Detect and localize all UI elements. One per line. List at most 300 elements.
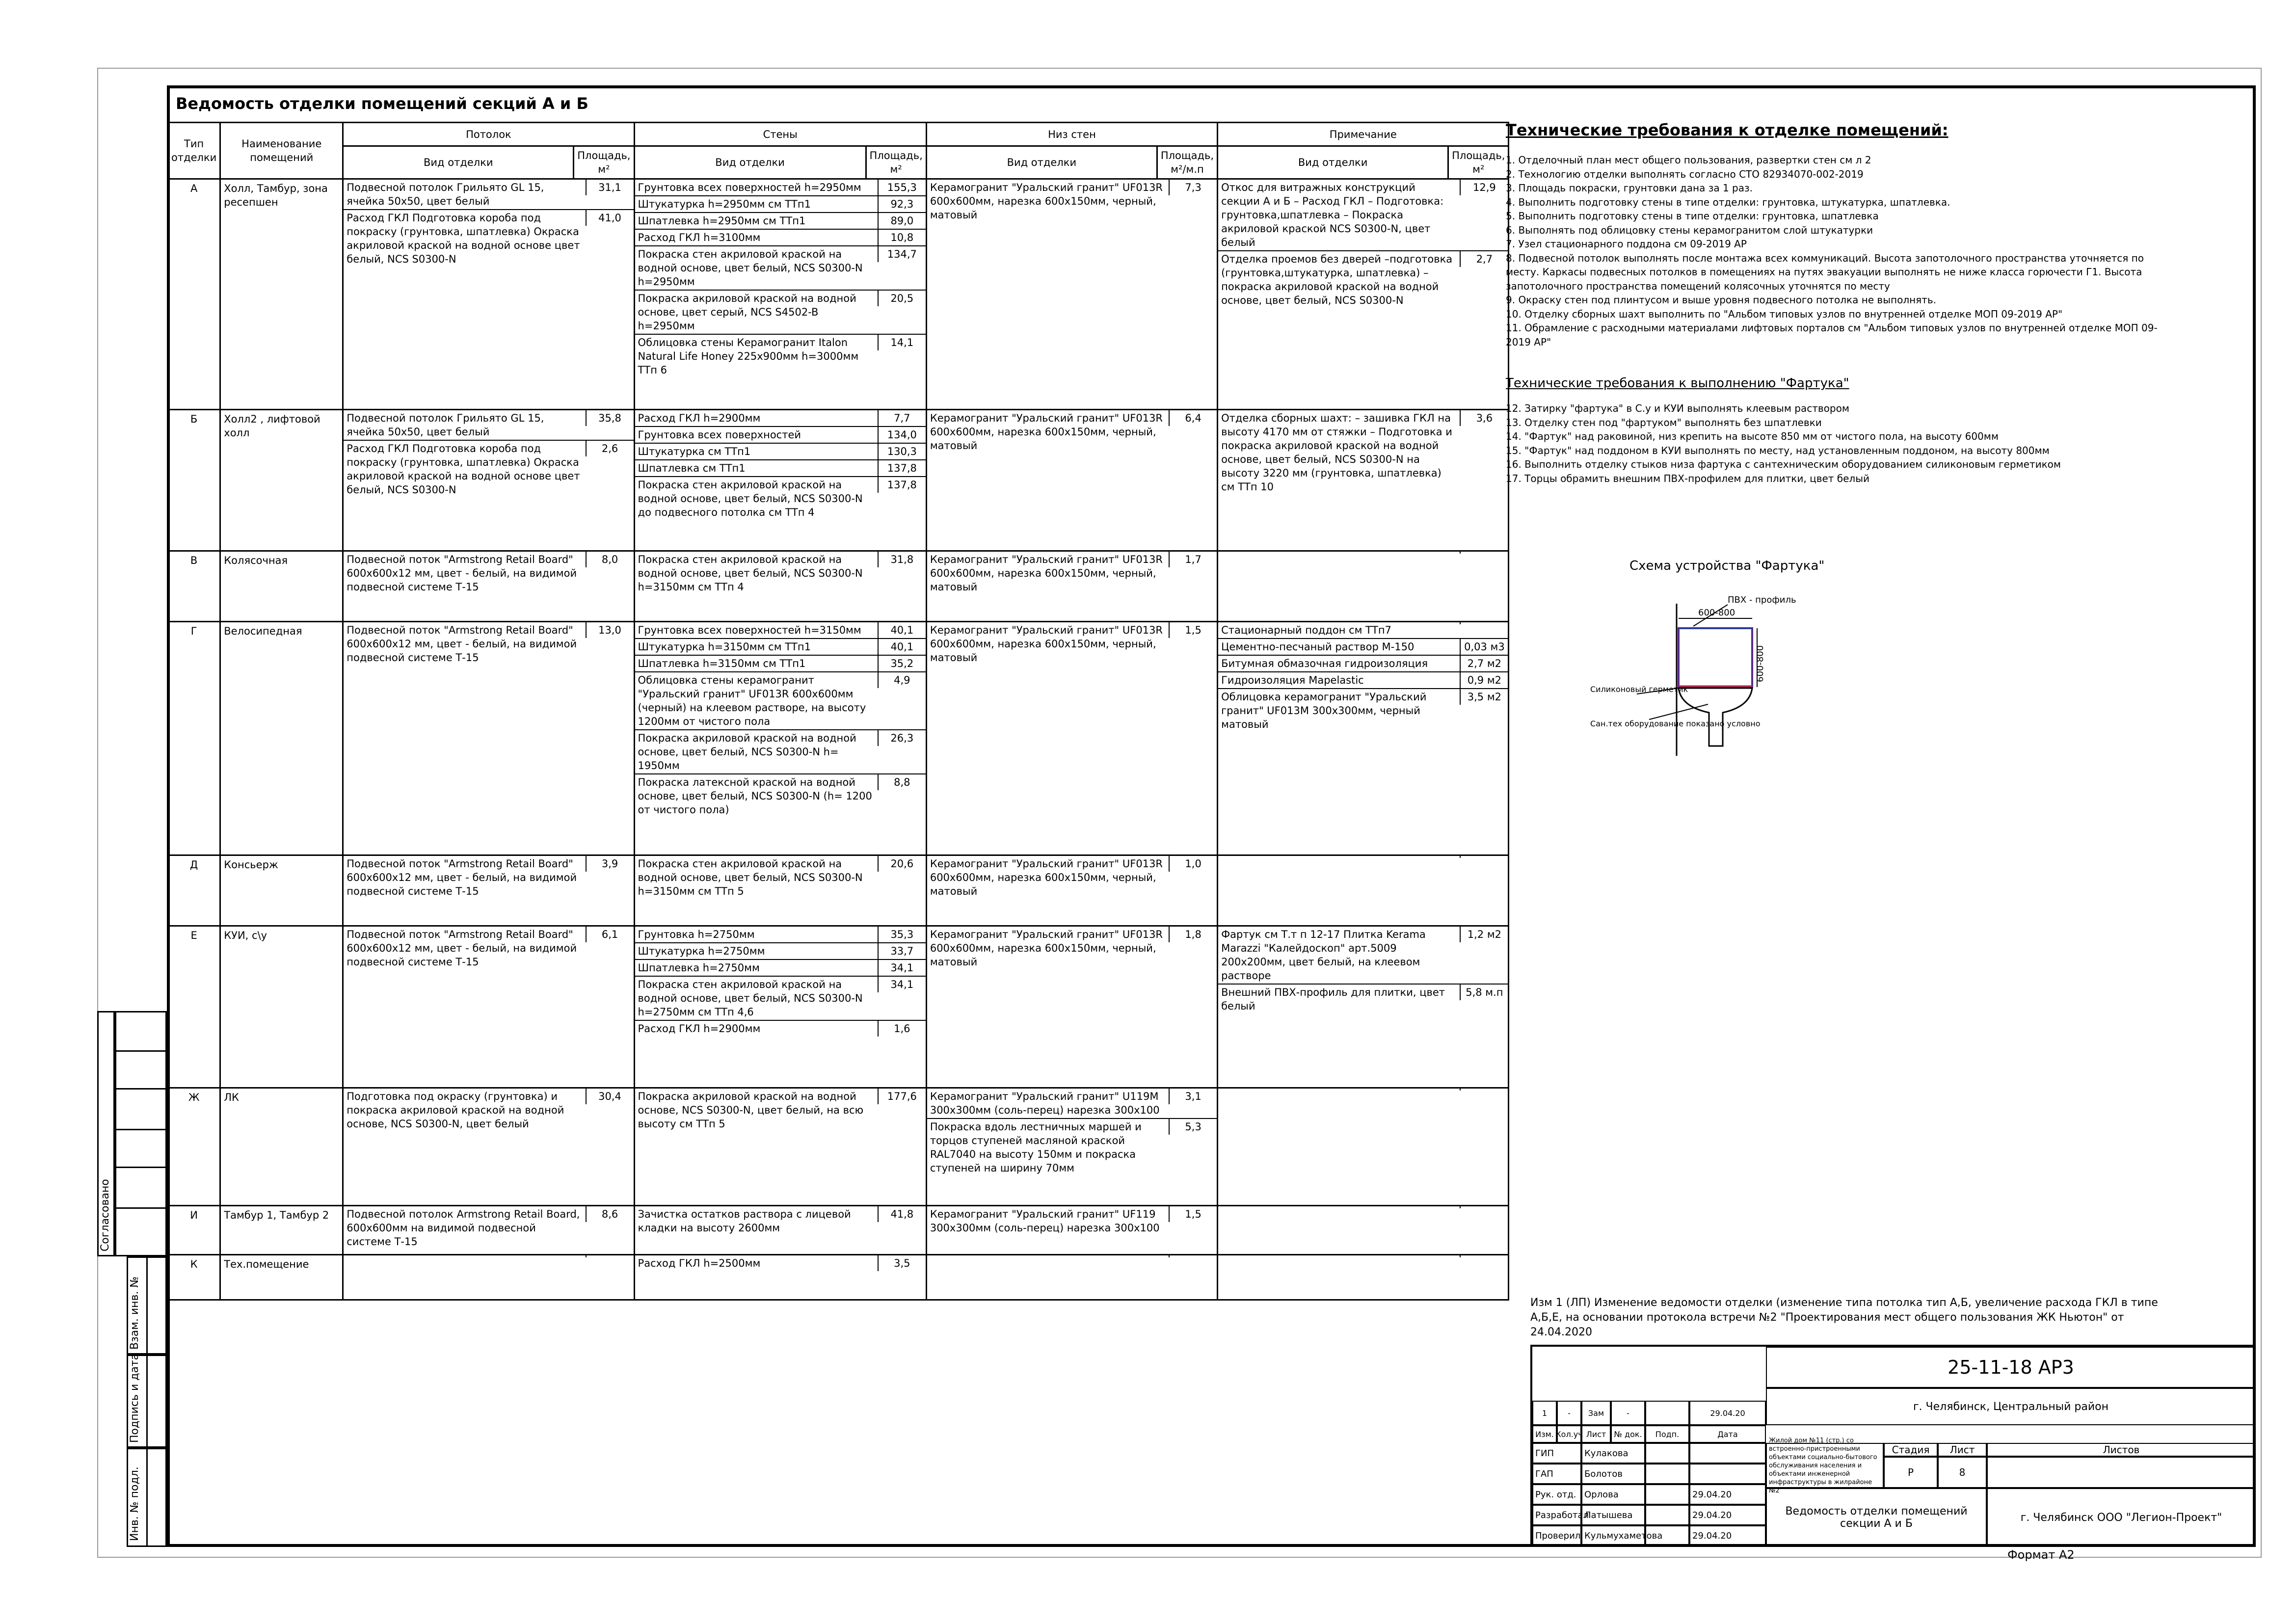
walls-item — [635, 960, 926, 977]
side-approval-stamp — [97, 1011, 167, 1547]
signatory-role: ГИП — [1532, 1443, 1581, 1464]
ceiling-item — [344, 927, 633, 970]
note-cell — [1218, 855, 1509, 926]
signatory-date: 29.04.20 — [1689, 1505, 1766, 1525]
walls-item-area: 8,8 — [878, 774, 926, 790]
tb-stage: Р — [1884, 1457, 1938, 1488]
walls-item-text: Грунтовка всех поверхностей — [638, 429, 801, 441]
column-head-cell: № док. — [1611, 1425, 1645, 1443]
walls-item — [635, 656, 926, 672]
note-item-text: Облицовка керамогранит "Уральский гранит" UF013M 300х300мм, черный матовый — [1221, 691, 1427, 730]
room-type: В — [168, 551, 220, 622]
side-sign-date-label: Подпись и дата — [129, 1353, 141, 1443]
ceiling-item — [344, 210, 633, 267]
dim-height-label: 600-800 — [1755, 645, 1765, 682]
note-cell — [1218, 551, 1509, 622]
ceiling-cell — [343, 179, 634, 410]
ceiling-item-text: Подвесной поток "Armstrong Retail Board" 600х600х12 мм, цвет - белый, на видимой подвесной системе Т-15 — [347, 624, 577, 664]
note-item-area: 0,03 м3 — [1460, 639, 1508, 655]
room-name: Холл, Тамбур, зона ресепшен — [220, 179, 343, 410]
lower-cell — [926, 855, 1217, 926]
table-row — [168, 1088, 1509, 1206]
room-type: А — [168, 179, 220, 410]
walls-item-text: Расход ГКЛ h=2900мм — [638, 1023, 761, 1035]
note-cell — [1218, 622, 1509, 855]
ceiling-item — [344, 1089, 633, 1132]
note-item-text: Гидроизоляция Mapelastic — [1221, 674, 1364, 686]
walls-item — [635, 552, 926, 595]
walls-cell — [634, 410, 926, 551]
lower-item-area: 1,7 — [1169, 552, 1217, 567]
walls-item-area: 14,1 — [878, 335, 926, 350]
walls-item-area: 177,6 — [878, 1089, 926, 1104]
ceiling-item-text: Подвесной потолок Armstrong Retail Board, 600х600мм на видимой подвесной системе Т-15 — [347, 1208, 580, 1248]
lower-item-text: Керамогранит "Уральский гранит" UF013R 600х600мм, нарезка 600х150мм, черный, матовый — [930, 182, 1163, 221]
requirement-item: 16. Выполнить отделку стыков низа фартука с сантехническим оборудованием силиконовым герметиком — [1506, 458, 2061, 470]
note-item-text: Отделка сборных шахт: – зашивка ГКЛ на высоту 4170 мм от стяжки – Подготовка и покраска акриловой краской на водной основе, цвет белый, NCS S0300-N на высоту 3220 мм (грунтовка, шпатлевка) см ТТп 10 — [1221, 412, 1452, 493]
header-type: Тип отделки — [168, 123, 220, 179]
side-inv-original-label: Инв. № подл. — [129, 1466, 141, 1541]
note-item-text — [1218, 552, 1460, 554]
header-ceiling-kind: Вид отделки — [343, 146, 574, 179]
walls-item-text: Покраска стен акриловой краской на водной основе, цвет белый, NCS S0300-N h=3150мм см ТТп 5 — [638, 858, 863, 897]
revision-cell — [1645, 1401, 1689, 1425]
room-name: Консьерж — [220, 855, 343, 926]
requirement-item: 5. Выполнить подготовку стены в типе отделки: грунтовка, шпатлевка — [1506, 210, 1879, 222]
walls-item-text: Штукатурка h=2950мм см ТТп1 — [638, 198, 811, 210]
ceiling-item-area: 41,0 — [586, 210, 634, 226]
note-item-area: 1,2 м2 — [1460, 927, 1508, 942]
lower-item-area — [1169, 1255, 1217, 1257]
note-item-text — [1218, 1089, 1460, 1091]
walls-item — [635, 427, 926, 444]
change-note: Изм 1 (ЛП) Изменение ведомости отделки (изменение типа потолка тип А,Б, увеличение расхода ГКЛ в типе А,Б,Е, на основании протокола встречи №2 "Проектирования мест общего пользования ЖК Ньютон" от 24.04.2020 — [1530, 1297, 2158, 1338]
note-item-text: Откос для витражных конструкций секции А и Б – Расход ГКЛ – Подготовка: грунтовка,шпатлевка – Покраска акриловой краской NCS S0300-N, цвет белый — [1221, 182, 1444, 248]
note-item-area: 0,9 м2 — [1460, 672, 1508, 688]
walls-item — [635, 246, 926, 291]
ceiling-item-area: 2,6 — [586, 441, 634, 456]
walls-item — [635, 196, 926, 213]
walls-item-area: 20,5 — [878, 291, 926, 306]
ceiling-item — [344, 552, 633, 595]
lower-item-text — [927, 1255, 1169, 1257]
note-item-area — [1460, 1206, 1508, 1208]
lower-item — [927, 1255, 1217, 1257]
note-item — [1218, 180, 1508, 251]
note-item-area — [1460, 856, 1508, 858]
walls-item — [635, 1021, 926, 1037]
walls-item — [635, 1089, 926, 1132]
walls-item-text: Грунтовка h=2750мм — [638, 929, 755, 940]
room-name: Колясочная — [220, 551, 343, 622]
room-name: ЛК — [220, 1088, 343, 1206]
walls-item-area: 134,0 — [878, 427, 926, 443]
tb-sheet-head: Лист — [1938, 1443, 1987, 1457]
header-ceiling: Потолок — [343, 123, 634, 146]
requirement-item: 6. Выполнять под облицовку стены керамогранитом слой штукатурки — [1506, 224, 1873, 236]
requirement-item: 13. Отделку стен под "фартуком" выполнять без шпатлевки — [1506, 416, 1822, 428]
note-cell — [1218, 1206, 1509, 1255]
header-note: Примечание — [1218, 123, 1509, 146]
note-item — [1218, 622, 1508, 639]
requirement-item: 1. Отделочный план мест общего пользования, развертки стен см л 2 — [1506, 154, 1871, 166]
signatory-name: Латышева — [1581, 1505, 1645, 1525]
room-type: Ж — [168, 1088, 220, 1206]
signatory-sig — [1645, 1505, 1689, 1525]
walls-cell — [634, 551, 926, 622]
note-item-area: 3,6 — [1460, 410, 1508, 426]
header-name: Наименование помещений — [220, 123, 343, 179]
note-item-area — [1460, 1089, 1508, 1091]
column-head-cell: Лист — [1581, 1425, 1611, 1443]
walls-item-text: Покраска стен акриловой краской на водной основе, цвет белый, NCS S0300-N до подвесного потолка см ТТп 4 — [638, 479, 863, 518]
lower-item-text: Покраска вдоль лестничных маршей и торцов ступеней масляной краской RAL7040 на высоту 150мм и покраска ступеней на ширину 70мм — [930, 1121, 1142, 1174]
lower-item — [927, 856, 1217, 899]
header-walls-kind: Вид отделки — [634, 146, 866, 179]
lower-item-area: 7,3 — [1169, 180, 1217, 195]
dim-width-label: 600-800 — [1698, 608, 1735, 618]
note-item-area: 3,5 м2 — [1460, 689, 1508, 705]
ceiling-cell — [343, 1255, 634, 1300]
signatory-date: 29.04.20 — [1689, 1484, 1766, 1505]
note-item — [1218, 927, 1508, 985]
walls-item-text: Покраска акриловой краской на водной основе, цвет белый, NCS S0300-N h= 1950мм — [638, 732, 856, 772]
walls-item-area: 1,6 — [878, 1021, 926, 1037]
room-name: КУИ, с\у — [220, 926, 343, 1088]
requirement-item: 4. Выполнить подготовку стены в типе отделки: грунтовка, штукатурка, шпатлевка. — [1506, 196, 1950, 208]
walls-item-area: 134,7 — [878, 246, 926, 262]
ceiling-item — [344, 1255, 633, 1257]
ceiling-cell — [343, 551, 634, 622]
lower-item — [927, 1119, 1217, 1176]
note-item — [1218, 672, 1508, 689]
note-cell — [1218, 1088, 1509, 1206]
ceiling-item-text: Расход ГКЛ Подготовка короба под покраску (грунтовка, шпатлевка) Окраска акриловой краской на водной основе цвет белый, NCS S0300-N — [347, 443, 580, 496]
room-name: Холл2 , лифтовой холл — [220, 410, 343, 551]
note-cell — [1218, 926, 1509, 1088]
walls-item-area: 10,8 — [878, 230, 926, 245]
ceiling-item-area: 8,6 — [586, 1206, 634, 1222]
signatory-sig — [1645, 1464, 1689, 1484]
requirement-item: 9. Окраску стен под плинтусом и выше уровня подвесного потолка не выполнять. — [1506, 294, 1937, 306]
apron-schema-title: Схема устройства "Фартука" — [1629, 559, 1825, 573]
ceiling-item-text: Расход ГКЛ Подготовка короба под покраску (грунтовка, шпатлевка) Окраска акриловой краской на водной основе цвет белый, NCS S0300-N — [347, 212, 580, 265]
ceiling-item-area — [586, 1255, 634, 1257]
table-row — [168, 855, 1509, 926]
lower-cell — [926, 410, 1217, 551]
signatory-sig — [1645, 1484, 1689, 1505]
column-head-cell: Изм. — [1532, 1425, 1557, 1443]
room-type: И — [168, 1206, 220, 1255]
ceiling-cell — [343, 855, 634, 926]
walls-item — [635, 977, 926, 1021]
note-item-area — [1460, 622, 1508, 624]
side-agreed-label: Согласовано — [99, 1179, 111, 1251]
walls-item-text: Зачистка остатков раствора с лицевой кладки на высоту 2600мм — [638, 1208, 851, 1234]
note-item-area: 2,7 м2 — [1460, 656, 1508, 671]
lower-item-area: 3,1 — [1169, 1089, 1217, 1104]
walls-item-area: 3,5 — [878, 1255, 926, 1271]
walls-item-text: Шпатлевка см ТТп1 — [638, 462, 746, 474]
note-cell — [1218, 410, 1509, 551]
walls-item-text: Шпатлевка h=2750мм — [638, 962, 760, 974]
lower-item-text: Керамогранит "Уральский гранит" UF013R 600х600мм, нарезка 600х150мм, черный, матовый — [930, 412, 1163, 452]
ceiling-cell — [343, 410, 634, 551]
tech-requirements-list — [1506, 153, 2163, 349]
room-type: Г — [168, 622, 220, 855]
walls-item — [635, 444, 926, 460]
lower-item-area: 6,4 — [1169, 410, 1217, 426]
lower-cell — [926, 622, 1217, 855]
walls-item-area: 7,7 — [878, 410, 926, 426]
lower-item-area: 1,8 — [1169, 927, 1217, 942]
table-row — [168, 1206, 1509, 1255]
walls-item-area: 89,0 — [878, 213, 926, 229]
note-item — [1218, 656, 1508, 672]
walls-item — [635, 477, 926, 520]
ceiling-item-area: 31,1 — [586, 180, 634, 195]
signatory-date — [1689, 1464, 1766, 1484]
walls-item — [635, 460, 926, 477]
note-item — [1218, 251, 1508, 308]
lower-item — [927, 1089, 1217, 1119]
walls-item-area: 31,8 — [878, 552, 926, 567]
walls-item-text: Грунтовка всех поверхностей h=2950мм — [638, 182, 861, 193]
walls-item — [635, 335, 926, 378]
signatory-sig — [1645, 1525, 1689, 1546]
walls-item-area: 137,8 — [878, 460, 926, 476]
header-lower-kind: Вид отделки — [926, 146, 1157, 179]
table-row — [168, 1255, 1509, 1300]
lower-item — [927, 180, 1217, 223]
walls-item — [635, 943, 926, 960]
tb-location: г. Челябинск, Центральный район — [1766, 1388, 2256, 1425]
note-item — [1218, 1089, 1508, 1091]
ceiling-item-area: 35,8 — [586, 410, 634, 426]
walls-cell — [634, 855, 926, 926]
lower-item-text: Керамогранит "Уральский гранит" UF013R 600х600мм, нарезка 600х150мм, черный, матовый — [930, 858, 1163, 897]
note-item-text: Фартук см Т.т п 12-17 Плитка Kerama Marazzi "Калейдоскоп" арт.5009 200х200мм, цвет белый, на клеевом растворе — [1221, 929, 1426, 982]
note-item-area — [1460, 1255, 1508, 1257]
ceiling-item — [344, 441, 633, 498]
revision-cell: Зам — [1581, 1401, 1611, 1425]
walls-item-text: Покраска акриловой краской на водной основе, цвет серый, NCS S4502-B h=2950мм — [638, 293, 856, 332]
walls-item-area: 20,6 — [878, 856, 926, 872]
header-lower-area: Площадь, м²/м.п — [1157, 146, 1217, 179]
note-cell — [1218, 179, 1509, 410]
walls-item-area: 35,2 — [878, 656, 926, 671]
header-ceiling-area: Площадь, м² — [574, 146, 634, 179]
apron-requirements-list — [1506, 401, 2163, 485]
requirement-item: 3. Площадь покраски, грунтовки дана за 1 раз. — [1506, 182, 1753, 194]
paper-format: Формат А2 — [2007, 1548, 2075, 1562]
walls-item-text: Покраска стен акриловой краской на водной основе, цвет белый, NCS S0300-N h=3150мм см ТТп 4 — [638, 554, 863, 593]
walls-cell — [634, 1088, 926, 1206]
note-item — [1218, 1206, 1508, 1208]
walls-item-text: Шпатлевка h=3150мм см ТТп1 — [638, 658, 806, 669]
lower-item — [927, 1206, 1217, 1236]
note-item — [1218, 639, 1508, 656]
note-item-text: Отделка проемов без дверей –подготовка (грунтовка,штукатурка, шпатлевка) –покраска акриловой краской на водной основе, цвет белый, NCS S0300-N — [1221, 253, 1453, 306]
note-cell — [1218, 1255, 1509, 1300]
ceiling-cell — [343, 622, 634, 855]
ceiling-item-area: 13,0 — [586, 622, 634, 638]
note-item-text: Стационарный поддон см ТТп7 — [1221, 624, 1391, 636]
walls-item-text: Покраска латексной краской на водной основе, цвет белый, NCS S0300-N (h= 1200 от чистого пола) — [638, 776, 872, 816]
lower-item-area: 5,3 — [1169, 1119, 1217, 1135]
walls-item-text: Шпатлевка h=2950мм см ТТп1 — [638, 215, 806, 227]
lower-item-text: Керамогранит "Уральский гранит" U119M 300х300мм (соль-перец) нарезка 300х100 — [930, 1091, 1160, 1116]
ceiling-item-text — [344, 1255, 585, 1257]
walls-item-area: 26,3 — [878, 730, 926, 746]
requirement-item: 12. Затирку "фартука" в С.у и КУИ выполнять клеевым раствором — [1506, 402, 1849, 414]
tb-doc-name: Ведомость отделки помещений секции А и Б — [1766, 1488, 1987, 1547]
ceiling-item-area: 6,1 — [586, 927, 634, 942]
walls-item — [635, 291, 926, 335]
note-item — [1218, 1255, 1508, 1257]
finish-schedule-table — [167, 122, 1509, 1301]
tb-stage-head: Стадия — [1884, 1443, 1938, 1457]
walls-item — [635, 730, 926, 774]
walls-item-text: Облицовка стены Керамогранит Italon Natural Life Honey 225х900мм h=3000мм ТТп 6 — [638, 337, 859, 376]
signatory-date — [1689, 1443, 1766, 1464]
walls-cell — [634, 179, 926, 410]
walls-item-area: 35,3 — [878, 927, 926, 942]
walls-item-text: Штукатурка h=2750мм — [638, 945, 765, 957]
lower-item — [927, 927, 1217, 970]
walls-cell — [634, 1206, 926, 1255]
walls-item — [635, 230, 926, 246]
table-row — [168, 179, 1509, 410]
ceiling-item — [344, 180, 633, 210]
ceiling-item-text: Подвесной поток "Armstrong Retail Board" 600х600х12 мм, цвет - белый, на видимой подвесной системе Т-15 — [347, 554, 577, 593]
room-name: Тамбур 1, Тамбур 2 — [220, 1206, 343, 1255]
walls-item — [635, 856, 926, 899]
ceiling-item-text: Подвесной потолок Грильято GL 15, ячейка 50х50, цвет белый — [347, 412, 544, 438]
tb-project: Жилой дом №11 (стр.) со встроенно-пристроенными объектами социально-бытового обслуживания населения и объектами инженерной инфраструктуры в жилрайоне №2 — [1766, 1443, 1884, 1488]
room-type: Б — [168, 410, 220, 551]
note-item — [1218, 689, 1508, 732]
pvc-profile-label: ПВХ - профиль — [1728, 595, 1796, 605]
table-row — [168, 410, 1509, 551]
note-item — [1218, 985, 1508, 1014]
column-head-cell: Подп. — [1645, 1425, 1689, 1443]
walls-item-text: Покраска акриловой краской на водной основе, NCS S0300-N, цвет белый, на всю высоту см ТТп 5 — [638, 1091, 864, 1130]
requirement-item: 17. Торцы обрамить внешним ПВХ-профилем для плитки, цвет белый — [1506, 472, 1870, 484]
ceiling-item — [344, 1206, 633, 1250]
room-name: Тех.помещение — [220, 1255, 343, 1300]
room-type: Д — [168, 855, 220, 926]
lower-cell — [926, 179, 1217, 410]
header-walls: Стены — [634, 123, 926, 146]
side-inv-replace-label: Взам. инв. № — [129, 1276, 141, 1350]
requirement-item: 15. "Фартук" над поддоном в КУИ выполнять по месту, над установленным поддоном, на высоту 800мм — [1506, 444, 2050, 456]
note-item-text — [1218, 1255, 1460, 1257]
walls-item — [635, 639, 926, 656]
walls-cell — [634, 926, 926, 1088]
ceiling-item — [344, 622, 633, 666]
walls-item-area: 40,1 — [878, 639, 926, 655]
walls-item-text: Облицовка стены керамогранит "Уральский гранит" UF013R 600х600мм (черный) на клеевом растворе, на высоту 1200мм от чистого пола — [638, 674, 866, 727]
column-head-cell: Дата — [1689, 1425, 1766, 1443]
walls-item-text: Грунтовка всех поверхностей h=3150мм — [638, 624, 861, 636]
signatory-role: Разработал — [1532, 1505, 1581, 1525]
ceiling-item-text: Подготовка под окраску (грунтовка) и покраска акриловой краской на водной основе, NCS S0300-N, цвет белый — [347, 1091, 564, 1130]
header-note-area: Площадь, м² — [1448, 146, 1509, 179]
note-item-text: Цементно-песчаный раствор М-150 — [1221, 641, 1415, 653]
requirement-item: 2. Технологию отделки выполнять согласно СТО 82934070-002-2019 — [1506, 168, 1864, 180]
walls-item-area: 155,3 — [878, 180, 926, 195]
page-title: Ведомость отделки помещений секций А и Б — [176, 94, 588, 113]
walls-item-area: 40,1 — [878, 622, 926, 638]
apron-schema-drawing — [1580, 584, 1855, 771]
ceiling-item-area: 30,4 — [586, 1089, 634, 1104]
lower-item-area: 1,5 — [1169, 1206, 1217, 1222]
requirement-item: 11. Обрамление с расходными материалами лифтовых порталов см "Альбом типовых узлов по внутренней отделке МОП 09-2019 АР" — [1506, 322, 2158, 348]
walls-item-area: 33,7 — [878, 943, 926, 959]
walls-item-area: 34,1 — [878, 960, 926, 976]
requirement-item: 7. Узел стационарного поддона см 09-2019 АР — [1506, 238, 1747, 250]
walls-item-area: 34,1 — [878, 977, 926, 992]
tb-code: 25-11-18 АР3 — [1766, 1347, 2256, 1388]
walls-item — [635, 774, 926, 818]
lower-item-area: 1,0 — [1169, 856, 1217, 872]
walls-item — [635, 622, 926, 639]
walls-cell — [634, 622, 926, 855]
tech-requirements-title: Технические требования к отделке помещений: — [1506, 121, 1949, 139]
ceiling-item — [344, 410, 633, 441]
lower-cell — [926, 1206, 1217, 1255]
signatory-role: Рук. отд. — [1532, 1484, 1581, 1505]
note-item — [1218, 552, 1508, 554]
signatory-name: Кульмухаметова — [1581, 1525, 1645, 1546]
lower-item-area: 1,5 — [1169, 622, 1217, 638]
walls-item-area: 4,9 — [878, 672, 926, 688]
note-item-text — [1218, 1206, 1460, 1208]
tb-sheet: 8 — [1938, 1457, 1987, 1488]
table-row — [168, 622, 1509, 855]
walls-item — [635, 180, 926, 196]
room-type: К — [168, 1255, 220, 1300]
walls-item-area: 41,8 — [878, 1206, 926, 1222]
walls-item-area: 137,8 — [878, 477, 926, 493]
walls-item — [635, 1206, 926, 1236]
ceiling-item-text: Подвесной поток "Armstrong Retail Board" 600х600х12 мм, цвет - белый, на видимой подвесной системе Т-15 — [347, 858, 577, 897]
tb-org: г. Челябинск ООО "Легион-Проект" — [1987, 1488, 2256, 1547]
walls-item-text: Штукатурка h=3150мм см ТТп1 — [638, 641, 811, 653]
room-type: Е — [168, 926, 220, 1088]
revision-cell: - — [1611, 1401, 1645, 1425]
header-lower-walls: Низ стен — [926, 123, 1217, 146]
walls-item-text: Расход ГКЛ h=3100мм — [638, 232, 761, 243]
ceiling-item-area: 8,0 — [586, 552, 634, 567]
walls-item — [635, 927, 926, 943]
tb-sheets-head: Листов — [1987, 1443, 2256, 1457]
ceiling-item-text: Подвесной поток "Armstrong Retail Board" 600х600х12 мм, цвет - белый, на видимой подвесной системе Т-15 — [347, 929, 577, 968]
walls-item — [635, 410, 926, 427]
walls-item-text: Штукатурка см ТТп1 — [638, 446, 751, 457]
signatory-name: Болотов — [1581, 1464, 1645, 1484]
lower-cell — [926, 551, 1217, 622]
column-head-cell: Кол.уч — [1557, 1425, 1581, 1443]
ceiling-item — [344, 856, 633, 899]
lower-cell — [926, 926, 1217, 1088]
note-item-text: Битумная обмазочная гидроизоляция — [1221, 658, 1428, 669]
signatory-sig — [1645, 1443, 1689, 1464]
walls-cell — [634, 1255, 926, 1300]
table-row — [168, 926, 1509, 1088]
title-block — [1530, 1345, 2256, 1547]
